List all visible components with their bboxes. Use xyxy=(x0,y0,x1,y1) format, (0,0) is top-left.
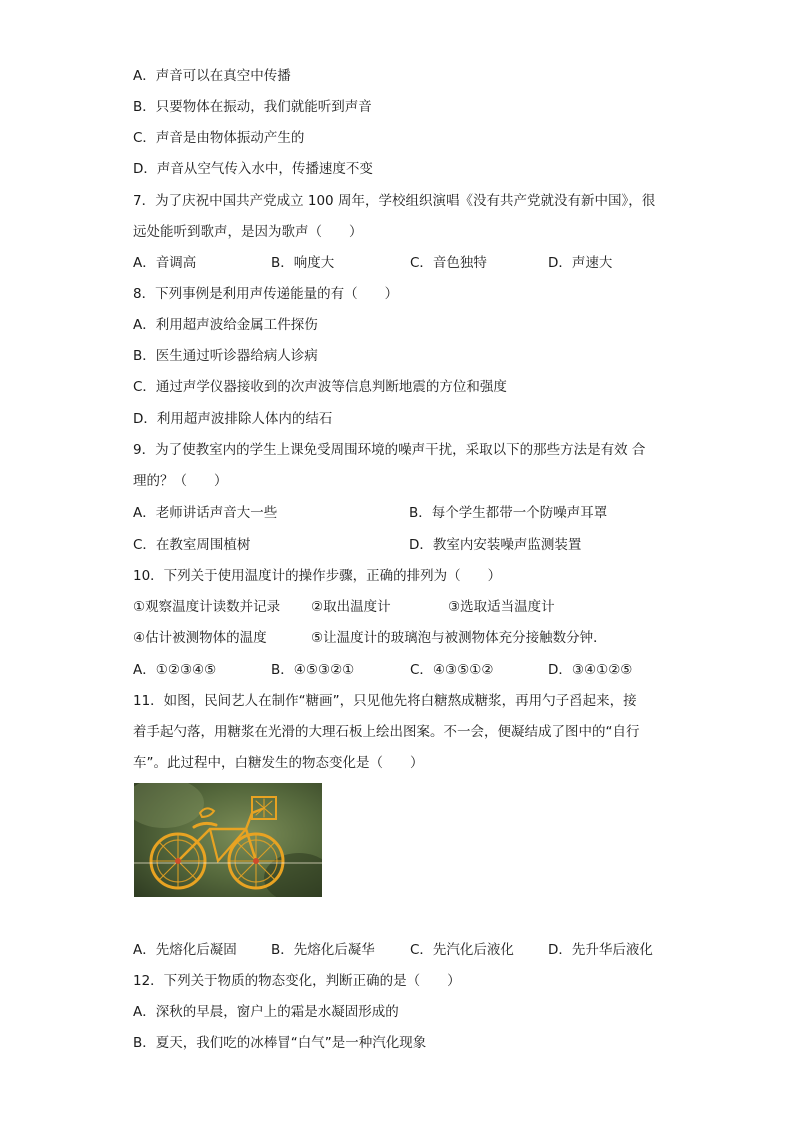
q11-option-b: B．先熔化后凝华 xyxy=(271,942,375,958)
q8-option-d: D．利用超声波排除人体内的结石 xyxy=(133,411,333,427)
q10-step-3: ③选取适当温度计 xyxy=(448,599,555,615)
q10-stem: 10．下列关于使用温度计的操作步骤，正确的排列为（ ） xyxy=(133,568,502,584)
q12-option-b: B．夏天，我们吃的冰棒冒“白气”是一种汽化现象 xyxy=(133,1035,427,1051)
q12-option-a: A．深秋的早晨，窗户上的霜是水凝固形成的 xyxy=(133,1004,399,1020)
q9-option-b: B．每个学生都带一个防噪声耳罩 xyxy=(409,505,608,521)
q10-option-d: D．③④①②⑤ xyxy=(548,662,633,678)
q10-step-1: ①观察温度计读数并记录 xyxy=(133,599,281,615)
q11-stem-line1: 11．如图，民间艺人在制作“糖画”，只见他先将白糖熬成糖浆，再用勺子舀起来，接 xyxy=(133,693,637,709)
q7-stem-line2: 远处能听到歌声，是因为歌声（ ） xyxy=(133,224,363,240)
q11-stem-line3: 车”。此过程中，白糖发生的物态变化是（ ） xyxy=(133,755,424,771)
q11-option-a: A．先熔化后凝固 xyxy=(133,942,237,958)
q12-stem: 12．下列关于物质的物态变化，判断正确的是（ ） xyxy=(133,973,461,989)
q10-option-a: A．①②③④⑤ xyxy=(133,662,217,678)
q9-stem-line1: 9．为了使教室内的学生上课免受周围环境的噪声干扰，采取以下的那些方法是有效 合 xyxy=(133,442,646,458)
q10-step-4: ④估计被测物体的温度 xyxy=(133,630,267,646)
q7-option-b: B．响度大 xyxy=(271,255,335,271)
q8-option-a: A．利用超声波给金属工件探伤 xyxy=(133,317,318,333)
q9-option-d: D．教室内安装噪声监测装置 xyxy=(409,537,582,553)
q11-option-d: D．先升华后液化 xyxy=(548,942,653,958)
q8-option-c: C．通过声学仪器接收到的次声波等信息判断地震的方位和强度 xyxy=(133,379,507,395)
q7-option-c: C．音色独特 xyxy=(410,255,487,271)
q9-option-c: C．在教室周围植树 xyxy=(133,537,251,553)
q10-option-b: B．④⑤③②① xyxy=(271,662,355,678)
sugar-painting-bicycle-image xyxy=(134,783,322,897)
q7-option-a: A．音调高 xyxy=(133,255,197,271)
q6-option-a: A．声音可以在真空中传播 xyxy=(133,68,291,84)
q10-step-5: ⑤让温度计的玻璃泡与被测物体充分接触数分钟． xyxy=(311,630,607,646)
q6-option-b: B．只要物体在振动，我们就能听到声音 xyxy=(133,99,372,115)
q9-stem-line2: 理的？（ ） xyxy=(133,473,228,489)
q6-option-d: D．声音从空气传入水中，传播速度不变 xyxy=(133,161,373,177)
q11-option-c: C．先汽化后液化 xyxy=(410,942,514,958)
q7-option-d: D．声速大 xyxy=(548,255,613,271)
q10-option-c: C．④③⑤①② xyxy=(410,662,494,678)
q9-option-a: A．老师讲话声音大一些 xyxy=(133,505,278,521)
q8-stem: 8．下列事例是利用声传递能量的有（ ） xyxy=(133,286,399,302)
q6-option-c: C．声音是由物体振动产生的 xyxy=(133,130,305,146)
q8-option-b: B．医生通过听诊器给病人诊病 xyxy=(133,348,318,364)
q10-step-2: ②取出温度计 xyxy=(311,599,391,615)
q11-stem-line2: 着手起勺落，用糖浆在光滑的大理石板上绘出图案。不一会，便凝结成了图中的“自行 xyxy=(133,724,640,740)
q7-stem-line1: 7．为了庆祝中国共产党成立 100 周年，学校组织演唱《没有共产党就没有新中国》，很 xyxy=(133,193,656,209)
